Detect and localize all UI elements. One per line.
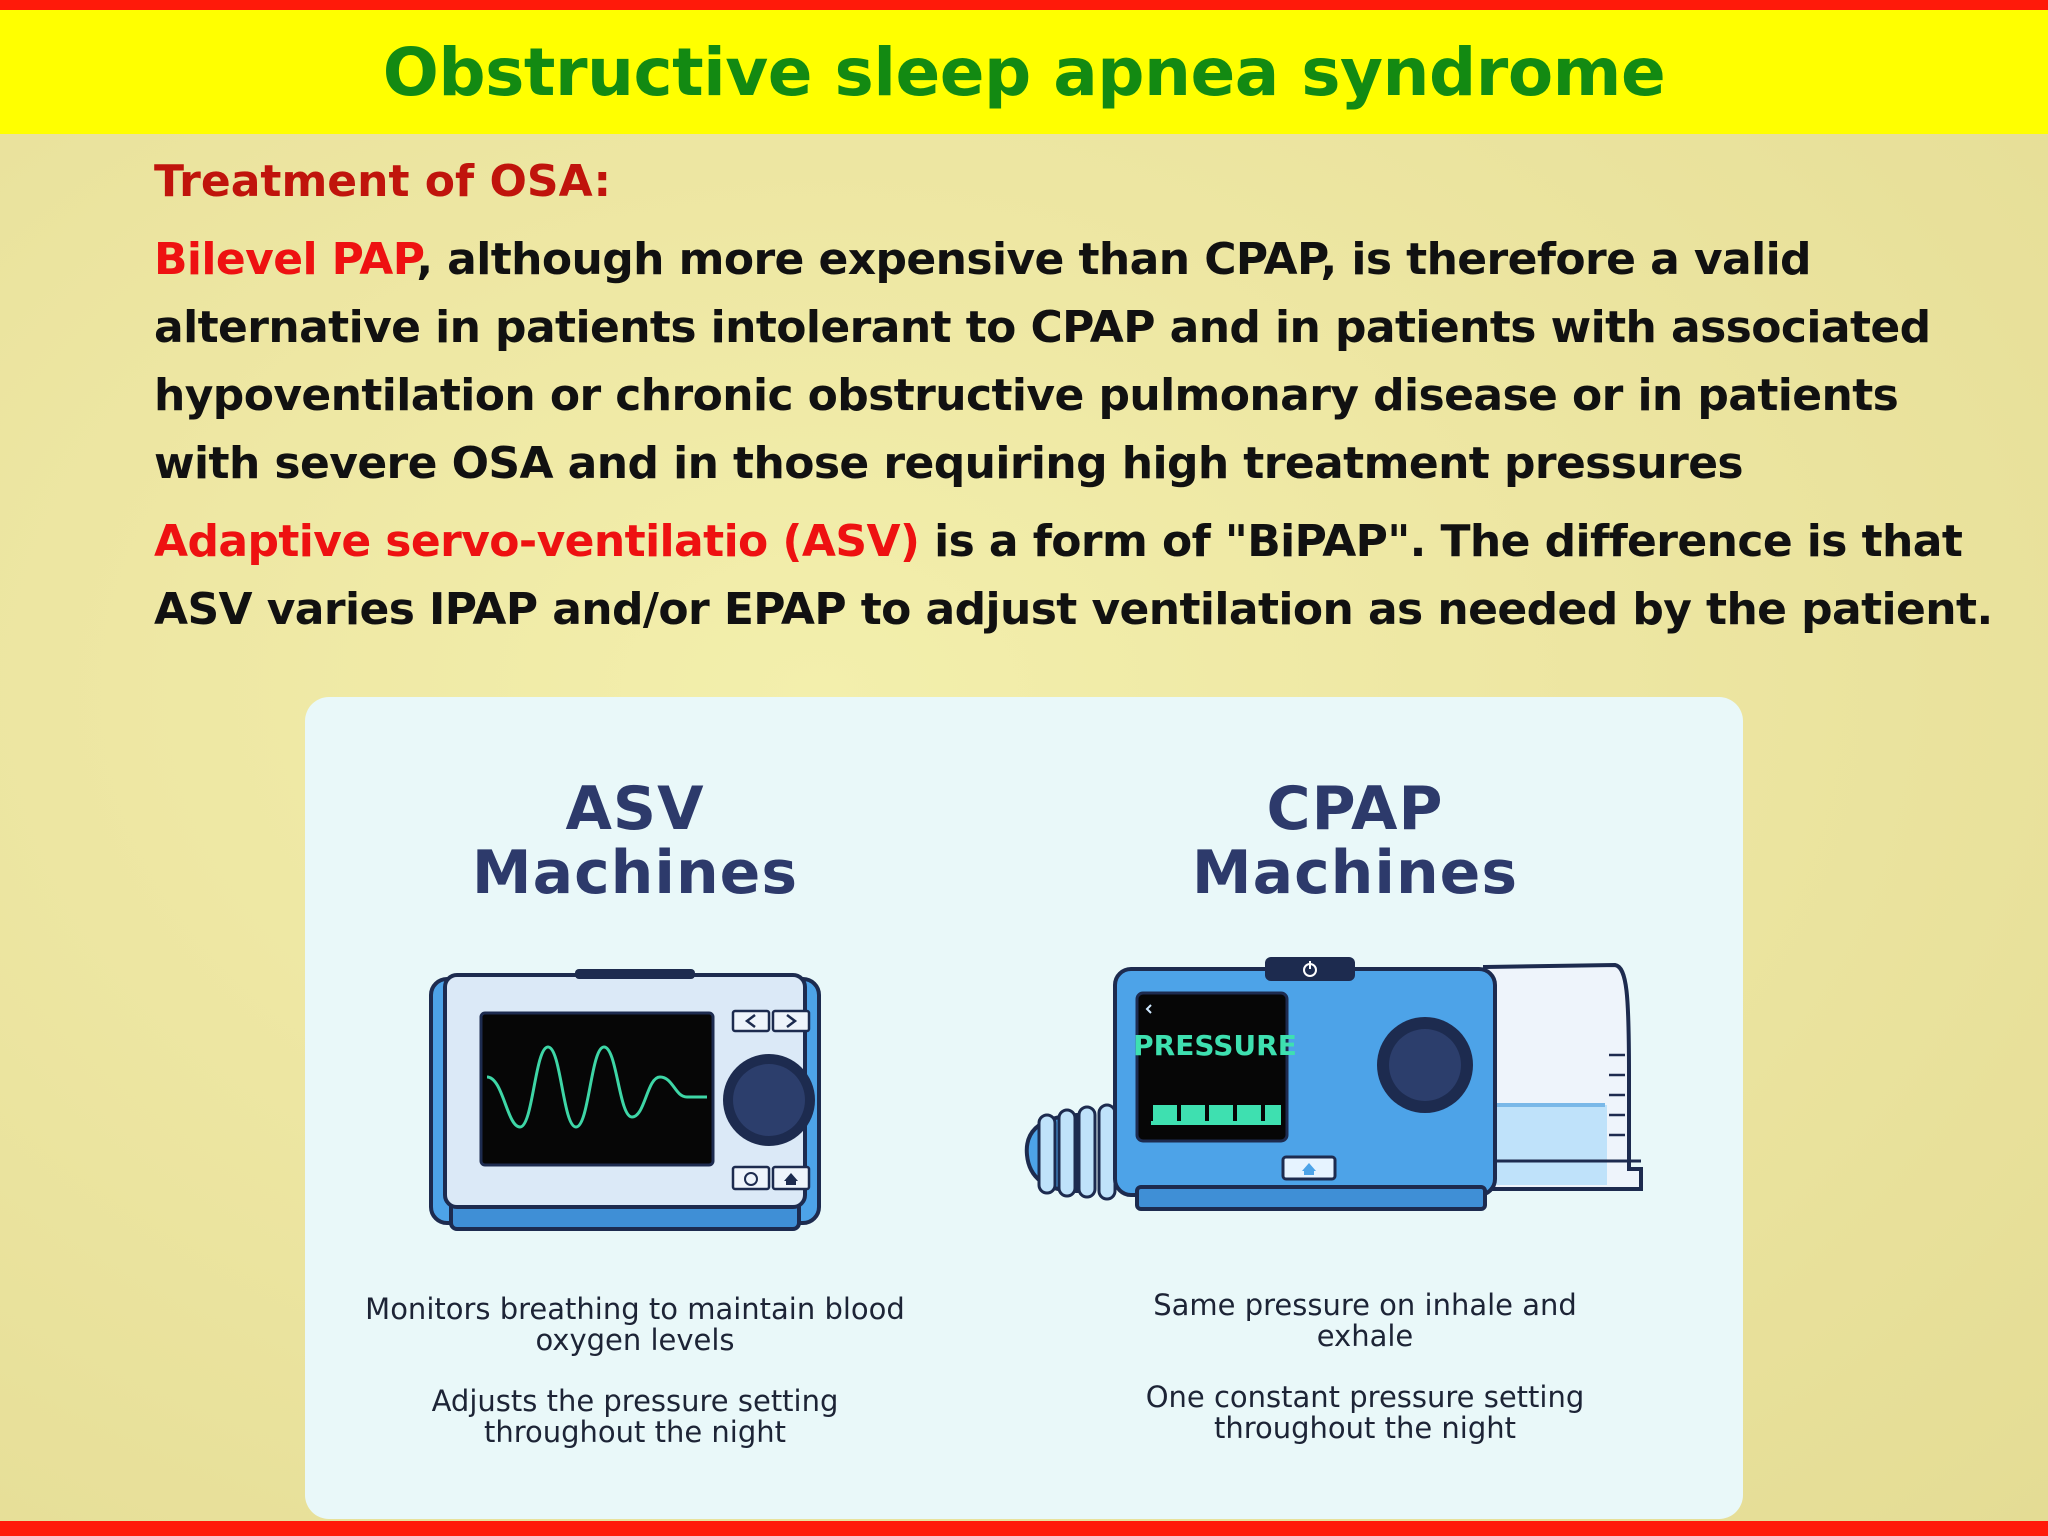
cpap-water-tank	[1487, 1105, 1607, 1185]
asv-title-line1: ASV	[565, 774, 705, 844]
asv-screen	[481, 1013, 713, 1165]
section-heading: Treatment of OSA:	[154, 156, 612, 207]
highlight-bilevel-pap: Bilevel PAP	[154, 234, 417, 285]
cpap-dial-inner	[1389, 1029, 1461, 1101]
cpap-desc-2: One constant pressure setting throughout the night	[1145, 1380, 1585, 1445]
cpap-machine-illustration	[965, 955, 1665, 1235]
cpap-base	[1137, 1187, 1485, 1209]
asv-title	[385, 774, 885, 908]
paragraph-asv	[154, 508, 2014, 644]
bottom-border	[0, 1521, 2048, 1536]
asv-top-slot	[575, 969, 695, 979]
cpap-title-line2: Machines	[1191, 838, 1519, 908]
right-arrow-icon[interactable]	[773, 1011, 809, 1031]
comparison-card	[305, 697, 1743, 1519]
cpap-hose	[1027, 1105, 1115, 1199]
cpap-title	[1105, 774, 1605, 908]
asv-dial-inner	[733, 1064, 805, 1136]
asv-title-line2: Machines	[471, 838, 799, 908]
asv-desc-1: Monitors breathing to maintain blood oxygen levels	[365, 1292, 905, 1357]
paragraph-text: is a form of "BiPAP". The difference is that ASV varies IPAP and/or EPAP to adjust ventilation as needed by the patient.	[154, 516, 1993, 635]
asv-machine-illustration	[425, 967, 825, 1237]
top-border	[0, 0, 2048, 10]
cpap-screen-label: PRESSURE	[1133, 1029, 1297, 1062]
highlight-asv: Adaptive servo-ventilatio (ASV)	[154, 516, 920, 567]
cpap-description	[1105, 1290, 1625, 1474]
cpap-desc-1: Same pressure on inhale and exhale	[1153, 1288, 1577, 1353]
paragraph-bilevel-pap	[154, 226, 2014, 498]
text-content	[154, 150, 2014, 654]
slide-title: Obstructive sleep apnea syndrome	[382, 33, 1666, 111]
left-arrow-icon[interactable]	[733, 1011, 769, 1031]
title-bar	[0, 10, 2048, 134]
cpap-title-line1: CPAP	[1266, 774, 1444, 844]
asv-description	[365, 1294, 905, 1478]
paragraph-text: , although more expensive than CPAP, is therefore a valid alternative in patients intolerant to CPAP and in patients with associated hypoventilation or chronic obstructive pulmonary disease or in patients with severe OSA and in those requiring high treatment pressures	[154, 234, 1931, 489]
asv-desc-2: Adjusts the pressure setting throughout the night	[431, 1384, 839, 1449]
